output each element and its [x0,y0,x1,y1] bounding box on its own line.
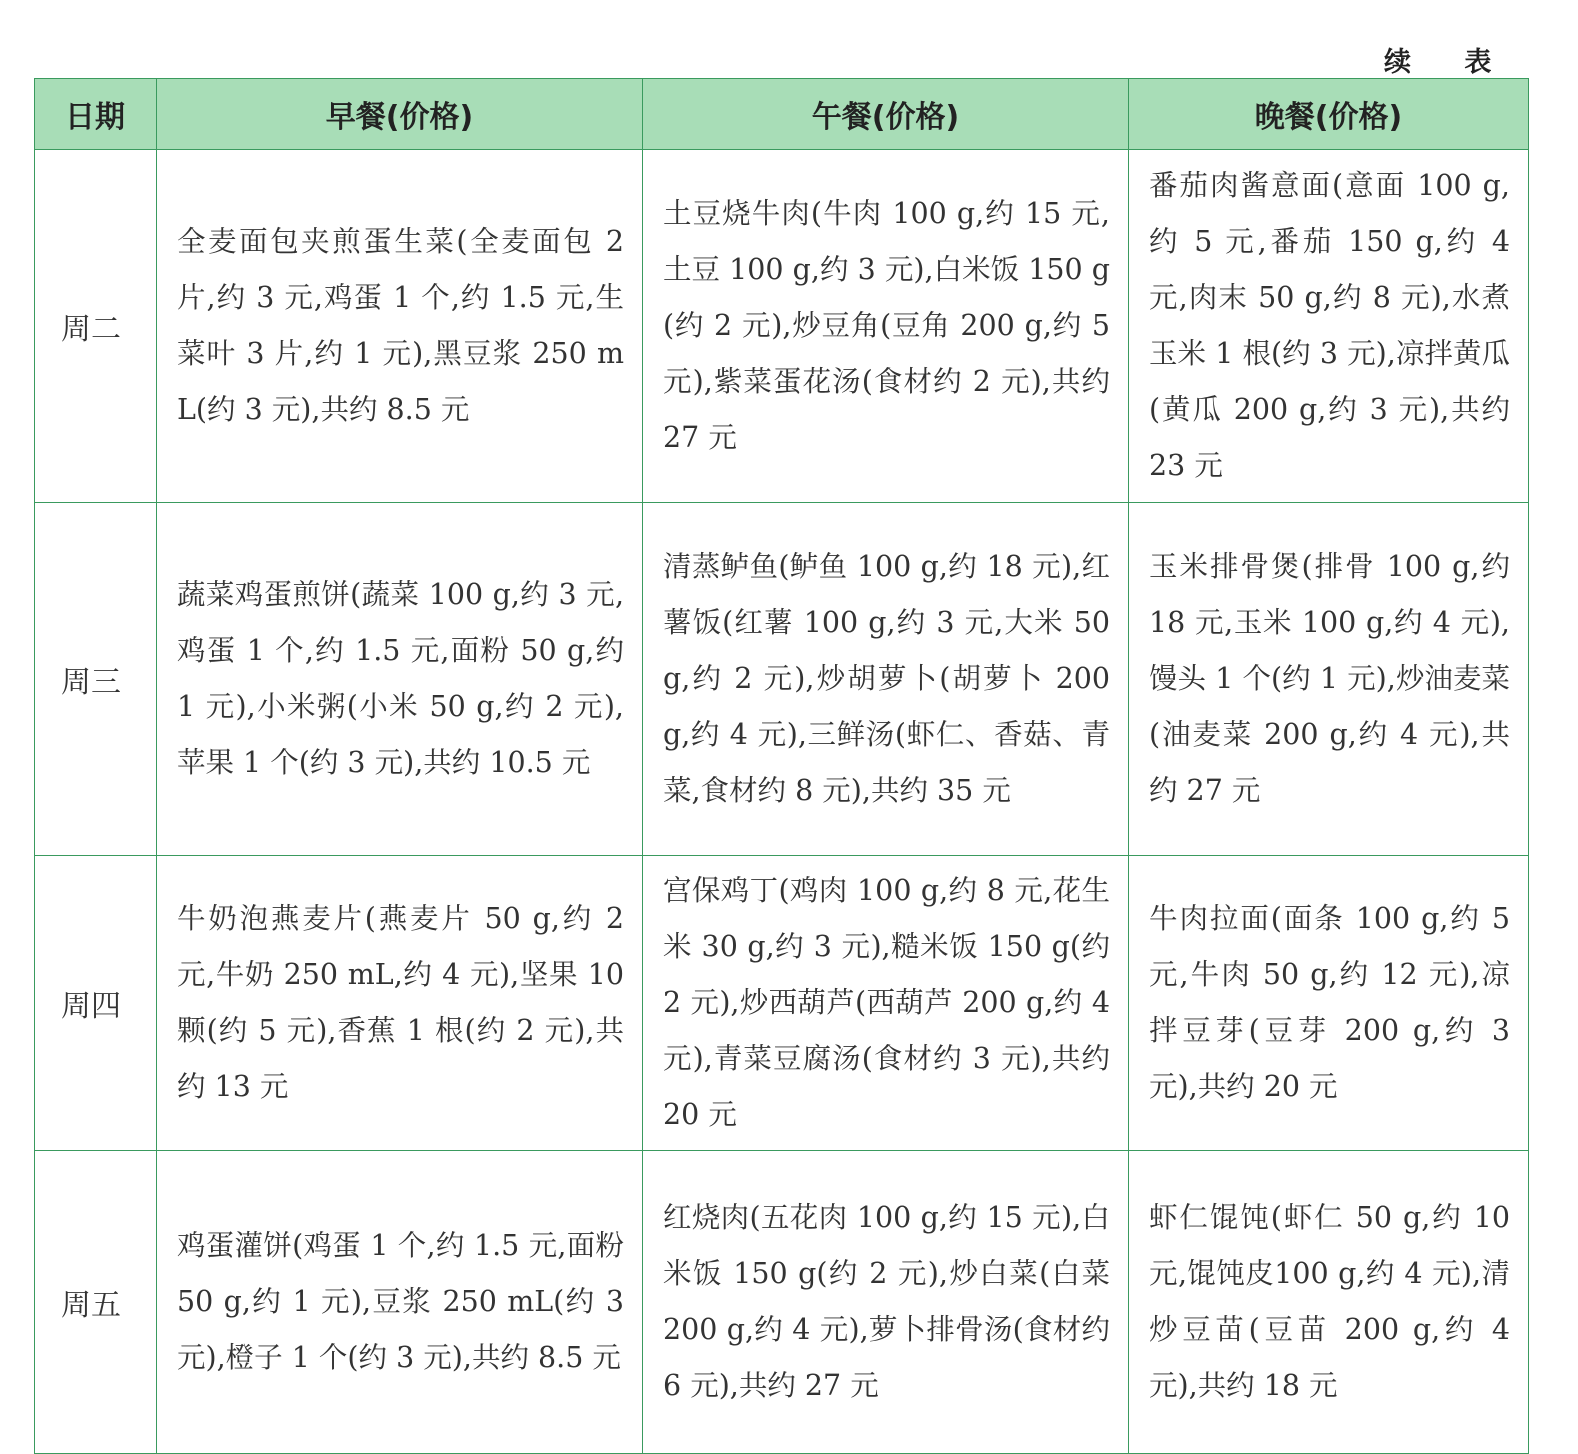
lunch-cell: 清蒸鲈鱼(鲈鱼 100 g,约 18 元),红薯饭(红薯 100 g,约 3 元,大米 50 g,约 2 元),炒胡萝卜(胡萝卜 200 g,约 4 元),三鲜汤(虾仁、香菇、青菜,食材约 8 元),共约 35 元 [643,503,1129,856]
dinner-cell: 虾仁馄饨(虾仁 50 g,约 10 元,馄饨皮100 g,约 4 元),清炒豆苗(豆苗 200 g,约 4 元),共约 18 元 [1129,1151,1529,1454]
day-cell: 周三 [35,503,157,856]
table-row [35,150,1529,503]
breakfast-cell: 蔬菜鸡蛋煎饼(蔬菜 100 g,约 3 元,鸡蛋 1 个,约 1.5 元,面粉 50 g,约 1 元),小米粥(小米 50 g,约 2 元),苹果 1 个(约 3 元),共约 10.5 元 [157,503,643,856]
meal-plan-table [34,78,1529,1454]
table-row [35,503,1529,856]
lunch-cell: 红烧肉(五花肉 100 g,约 15 元),白米饭 150 g(约 2 元),炒白菜(白菜 200 g,约 4 元),萝卜排骨汤(食材约 6 元),共约 27 元 [643,1151,1129,1454]
table-header-row [35,79,1529,150]
header-breakfast: 早餐(价格) [157,79,643,150]
table-row [35,1151,1529,1454]
dinner-cell: 番茄肉酱意面(意面 100 g,约 5 元,番茄 150 g,约 4 元,肉末 50 g,约 8 元),水煮玉米 1 根(约 3 元),凉拌黄瓜(黄瓜 200 g,约 3 元),共约 23 元 [1129,150,1529,503]
day-cell: 周五 [35,1151,157,1454]
header-lunch: 午餐(价格) [643,79,1129,150]
header-date: 日期 [35,79,157,150]
dinner-cell: 牛肉拉面(面条 100 g,约 5 元,牛肉 50 g,约 12 元),凉拌豆芽(豆芽 200 g,约 3 元),共约 20 元 [1129,856,1529,1151]
header-dinner: 晚餐(价格) [1129,79,1529,150]
continued-label: 续 表 [1384,47,1514,78]
day-cell: 周四 [35,856,157,1151]
table-row [35,856,1529,1151]
lunch-cell: 宫保鸡丁(鸡肉 100 g,约 8 元,花生米 30 g,约 3 元),糙米饭 150 g(约 2 元),炒西葫芦(西葫芦 200 g,约 4 元),青菜豆腐汤(食材约 3 元),共约 20 元 [643,856,1129,1151]
lunch-cell: 土豆烧牛肉(牛肉 100 g,约 15 元,土豆 100 g,约 3 元),白米饭 150 g(约 2 元),炒豆角(豆角 200 g,约 5 元),紫菜蛋花汤(食材约 2 元),共约 27 元 [643,150,1129,503]
breakfast-cell: 全麦面包夹煎蛋生菜(全麦面包 2 片,约 3 元,鸡蛋 1 个,约 1.5 元,生菜叶 3 片,约 1 元),黑豆浆 250 mL(约 3 元),共约 8.5 元 [157,150,643,503]
breakfast-cell: 鸡蛋灌饼(鸡蛋 1 个,约 1.5 元,面粉 50 g,约 1 元),豆浆 250 mL(约 3 元),橙子 1 个(约 3 元),共约 8.5 元 [157,1151,643,1454]
day-cell: 周二 [35,150,157,503]
breakfast-cell: 牛奶泡燕麦片(燕麦片 50 g,约 2 元,牛奶 250 mL,约 4 元),坚果 10 颗(约 5 元),香蕉 1 根(约 2 元),共约 13 元 [157,856,643,1151]
dinner-cell: 玉米排骨煲(排骨 100 g,约 18 元,玉米 100 g,约 4 元),馒头 1 个(约 1 元),炒油麦菜(油麦菜 200 g,约 4 元),共约 27 元 [1129,503,1529,856]
